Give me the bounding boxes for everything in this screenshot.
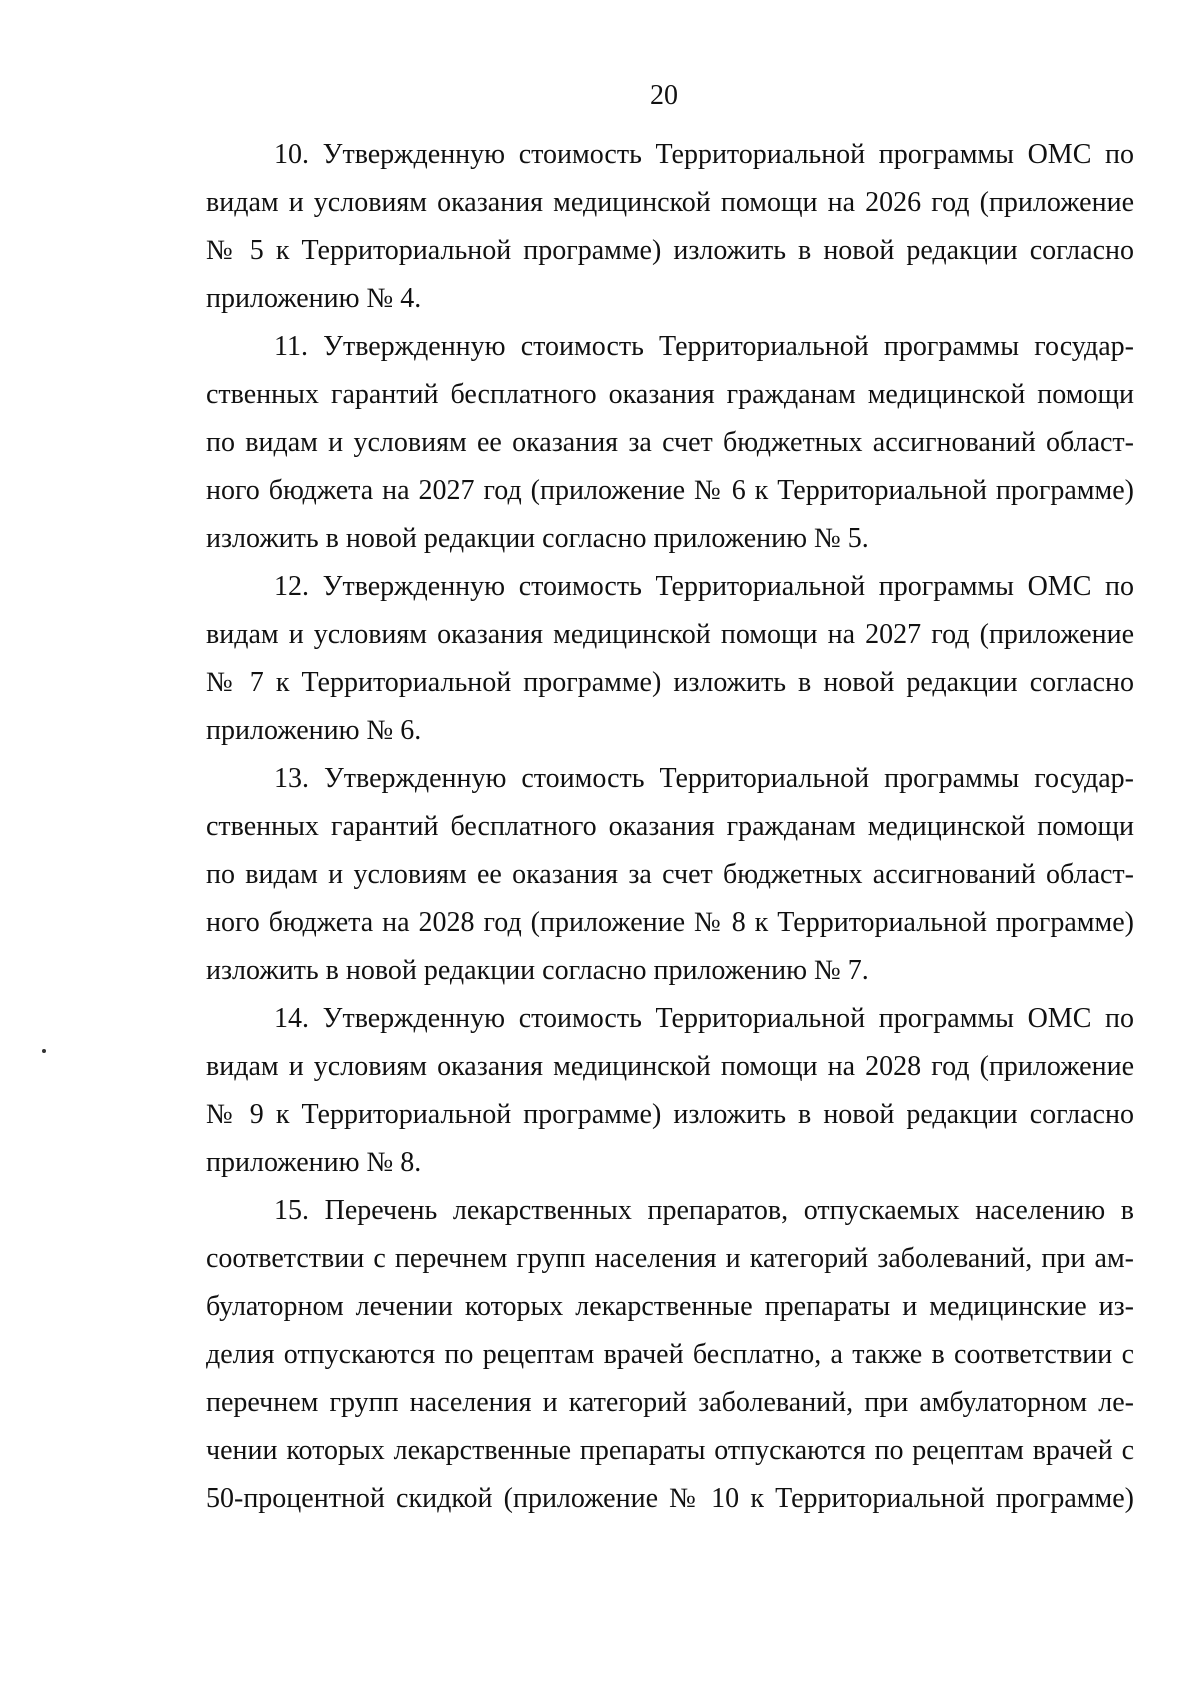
paragraph-line: 13. Утвержденную стоимость Территориальной программы государ- xyxy=(274,763,1134,794)
paragraph-line: по видам и условиям ее оказания за счет бюджетных ассигнований област- xyxy=(206,859,1134,890)
paragraph-line: видам и условиям оказания медицинской помощи на 2026 год (приложение xyxy=(206,187,1134,218)
paragraph-line: № 9 к Территориальной программе) изложить в новой редакции согласно xyxy=(206,1099,1134,1130)
paragraph-15 xyxy=(206,1187,1134,1523)
paragraph-10 xyxy=(206,131,1134,323)
paragraph-line: 10. Утвержденную стоимость Территориальной программы ОМС по xyxy=(274,139,1134,170)
paragraph-line: перечнем групп населения и категорий заболеваний, при амбулаторном ле- xyxy=(206,1387,1134,1418)
paragraph-line: 14. Утвержденную стоимость Территориальной программы ОМС по xyxy=(274,1003,1134,1034)
paragraph-12 xyxy=(206,563,1134,755)
paragraph-line: изложить в новой редакции согласно приложению № 5. xyxy=(206,523,869,554)
paragraph-line: 12. Утвержденную стоимость Территориальной программы ОМС по xyxy=(274,571,1134,602)
document-body xyxy=(206,131,1134,1523)
paragraph-line: делия отпускаются по рецептам врачей бесплатно, а также в соответствии с xyxy=(206,1339,1134,1370)
paragraph-line: 11. Утвержденную стоимость Территориальной программы государ- xyxy=(274,331,1134,362)
paragraph-13 xyxy=(206,755,1134,995)
paragraph-line: приложению № 8. xyxy=(206,1147,422,1178)
paragraph-line: 15. Перечень лекарственных препаратов, отпускаемых населению в xyxy=(274,1195,1134,1226)
paragraph-11 xyxy=(206,323,1134,563)
paragraph-line: № 7 к Территориальной программе) изложить в новой редакции согласно xyxy=(206,667,1134,698)
paragraph-line: приложению № 4. xyxy=(206,283,422,314)
paragraph-line: чении которых лекарственные препараты отпускаются по рецептам врачей с xyxy=(206,1435,1134,1466)
paragraph-line: видам и условиям оказания медицинской помощи на 2028 год (приложение xyxy=(206,1051,1134,1082)
page-number: 20 xyxy=(650,80,678,111)
paragraph-line: приложению № 6. xyxy=(206,715,422,746)
paragraph-line: ственных гарантий бесплатного оказания гражданам медицинской помощи xyxy=(206,379,1134,410)
paragraph-line: 50-процентной скидкой (приложение № 10 к Территориальной программе) xyxy=(206,1483,1134,1514)
paragraph-line: видам и условиям оказания медицинской помощи на 2027 год (приложение xyxy=(206,619,1134,650)
paragraph-line: ственных гарантий бесплатного оказания гражданам медицинской помощи xyxy=(206,811,1134,842)
paragraph-line: ного бюджета на 2028 год (приложение № 8 к Территориальной программе) xyxy=(206,907,1134,938)
paragraph-line: № 5 к Территориальной программе) изложить в новой редакции согласно xyxy=(206,235,1134,266)
paragraph-line: булаторном лечении которых лекарственные препараты и медицинские из- xyxy=(206,1291,1134,1322)
paragraph-line: изложить в новой редакции согласно приложению № 7. xyxy=(206,955,869,986)
paragraph-line: по видам и условиям ее оказания за счет бюджетных ассигнований област- xyxy=(206,427,1134,458)
paragraph-14 xyxy=(206,995,1134,1187)
paragraph-line: соответствии с перечнем групп населения и категорий заболеваний, при ам- xyxy=(206,1243,1134,1274)
scan-speck xyxy=(42,1049,46,1053)
paragraph-line: ного бюджета на 2027 год (приложение № 6 к Территориальной программе) xyxy=(206,475,1134,506)
